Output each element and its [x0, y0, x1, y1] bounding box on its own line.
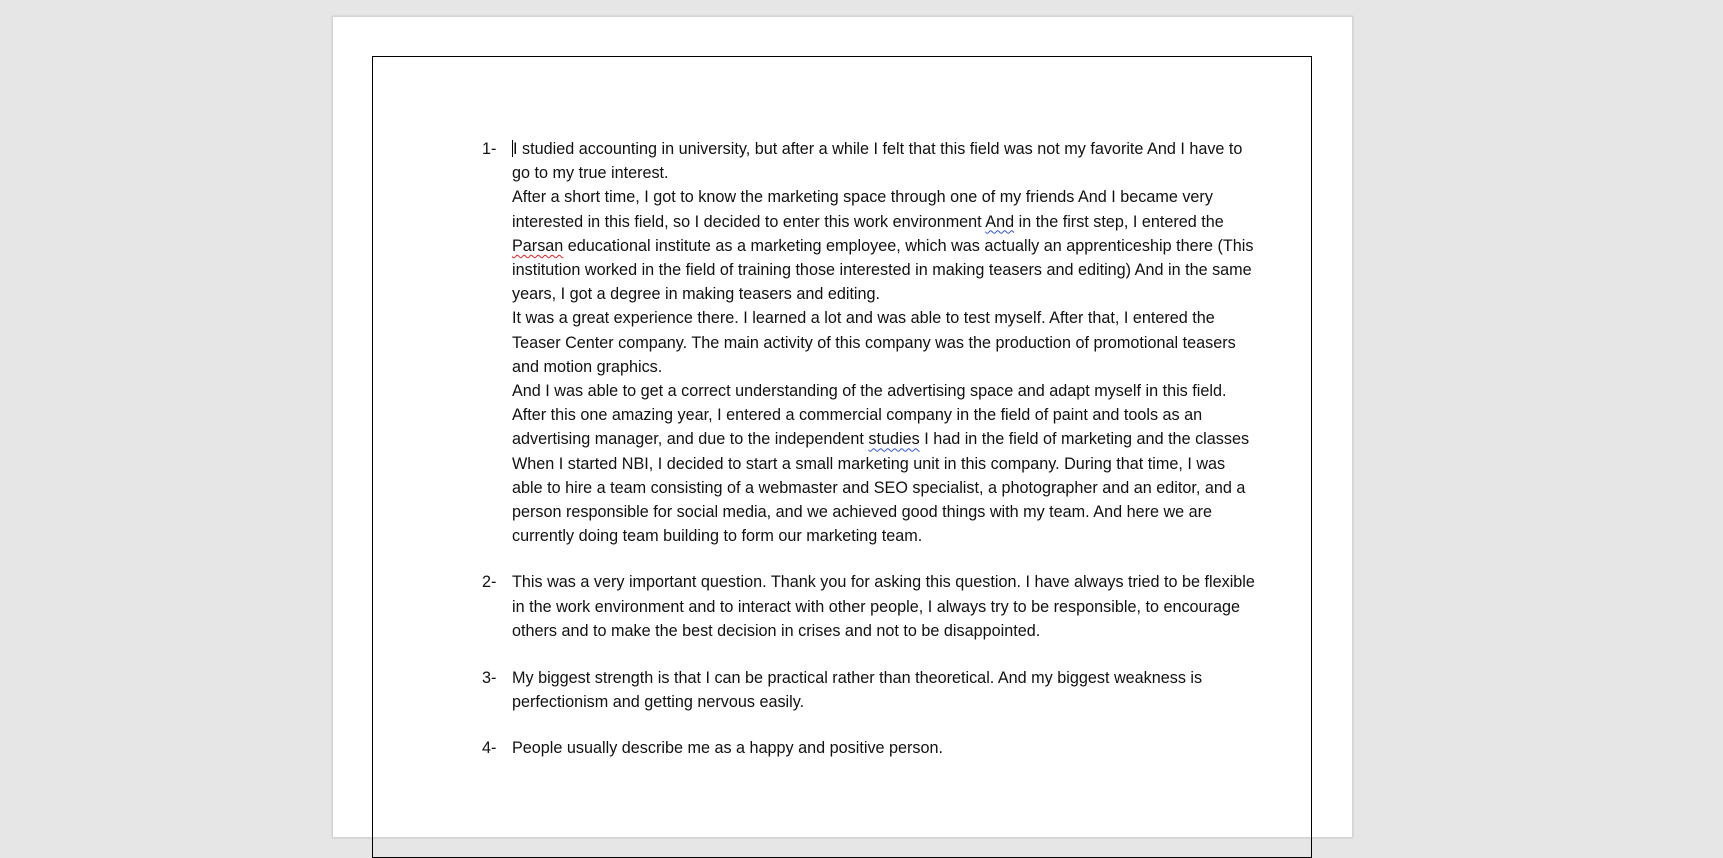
- list-number: 1-: [482, 140, 497, 158]
- paragraph: And I was able to get a correct understanding of the advertising space and adapt myself in this field. After this one amazing year, I entered a commercial company in the field of paint and tools as an advertising manager, and due to the independent studies I had in the field of marketing and the classes When I started NBI, I decided to start a small marketing unit in this company. During that time, I was able to hire a team consisting of a webmaster and SEO specialist, a photographer and an editor, and a person responsible for social media, and we achieved good things with my team. And here we are currently doing team building to form our marketing team.: [512, 382, 1250, 546]
- paragraph: It was a great experience there. I learned a lot and was able to test myself. After that, I entered the Teaser Center company. The main activity of this company was the production of promotional teasers and motion graphics.: [512, 309, 1236, 376]
- list-item-text[interactable]: This was a very important question. Thank you for asking this question. I have always tried to be flexible in the work environment and to interact with other people, I always try to be responsible, to encourage others and to make the best decision in crises and not to be disappointed.: [512, 573, 1255, 640]
- grammar-flag[interactable]: studies: [868, 430, 920, 449]
- paragraph-spacing: [482, 548, 1257, 570]
- spelling-flag[interactable]: Parsan: [512, 236, 564, 255]
- list-number: 3-: [482, 669, 497, 688]
- list-item-4: [482, 736, 1257, 760]
- grammar-flag[interactable]: And: [985, 212, 1015, 231]
- list-item-text[interactable]: [512, 137, 1257, 548]
- document-page: [332, 16, 1353, 838]
- paragraph-spacing: [482, 643, 1257, 666]
- list-item-2: [482, 570, 1257, 643]
- paragraph: I studied accounting in university, but after a while I felt that this field was not my favorite And I have to go to my true interest.: [512, 140, 1243, 183]
- list-item-text[interactable]: My biggest strength is that I can be practical rather than theoretical. And my biggest weakness is perfectionism and getting nervous easily.: [512, 669, 1203, 712]
- list-item-3: [482, 666, 1257, 714]
- list-number: 2-: [482, 573, 497, 592]
- list-number: 4-: [482, 739, 497, 758]
- list-item-1: [482, 137, 1257, 548]
- document-body[interactable]: [482, 137, 1257, 761]
- paragraph-spacing: [482, 714, 1257, 736]
- list-item-text[interactable]: People usually describe me as a happy and positive person.: [512, 739, 944, 758]
- paragraph: After a short time, I got to know the marketing space through one of my friends And I became very interested in this field, so I decided to enter this work environment And in the first step, I entered the Parsan educational institute as a marketing employee, which was actually an apprenticeship there (This institution worked in the field of training those interested in making teasers and editing) And in the same years, I got a degree in making teasers and editing.: [512, 188, 1254, 304]
